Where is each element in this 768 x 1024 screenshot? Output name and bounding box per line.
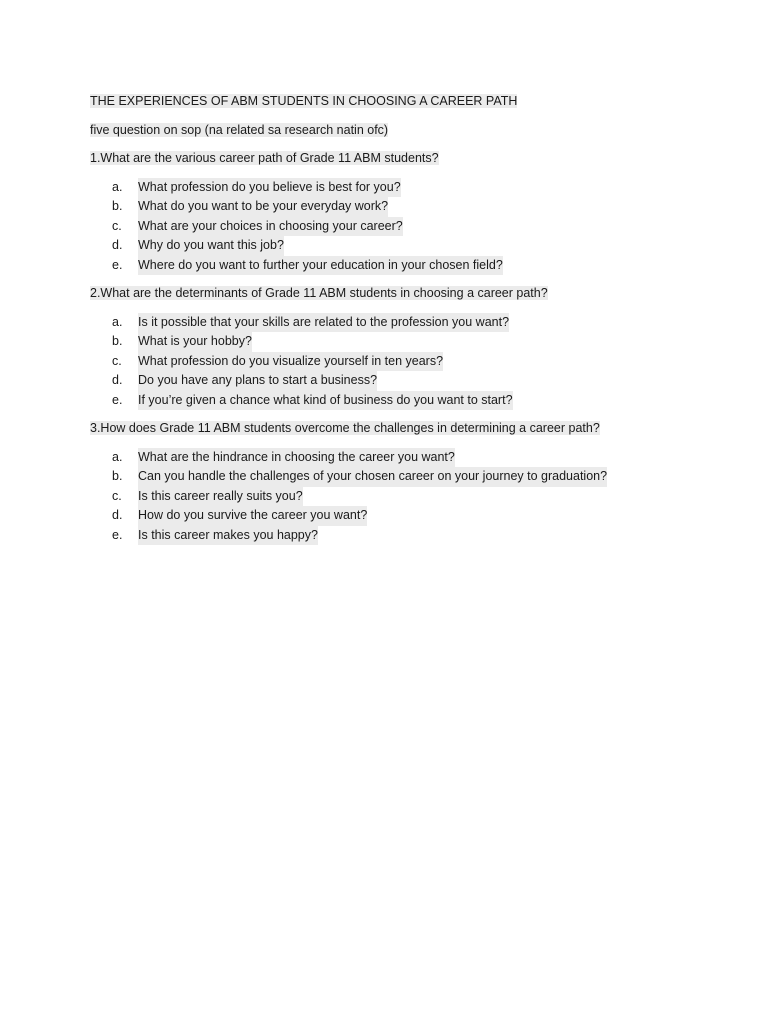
- list-item-text: What is your hobby?: [138, 332, 252, 352]
- list-item-text: What do you want to be your everyday work?: [138, 197, 388, 217]
- document-title-text: THE EXPERIENCES OF ABM STUDENTS IN CHOOSING A CAREER PATH: [90, 94, 518, 108]
- list-item-text: What are your choices in choosing your career?: [138, 217, 403, 237]
- section-3: [90, 419, 730, 545]
- list-item-text: If you’re given a chance what kind of business do you want to start?: [138, 391, 513, 411]
- list-item-letter: e.: [112, 257, 123, 272]
- question-3-text: 3.How does Grade 11 ABM students overcome the challenges in determining a career path?: [90, 421, 600, 435]
- document-subtitle: [90, 121, 730, 141]
- list-item-text: How do you survive the career you want?: [138, 506, 367, 526]
- list-item-text: What profession do you believe is best for you?: [138, 178, 401, 198]
- list-item: [90, 526, 730, 546]
- list-item-letter: d.: [112, 373, 123, 387]
- list-item: [90, 178, 730, 198]
- list-item: [90, 197, 730, 217]
- question-1: [90, 149, 730, 169]
- document-subtitle-text: five question on sop (na related sa research natin ofc): [90, 122, 389, 137]
- list-item: [90, 487, 730, 507]
- document-title: [90, 92, 730, 112]
- list-item-text: Is this career makes you happy?: [138, 526, 318, 546]
- list-item-letter: e.: [112, 392, 123, 407]
- list-item-letter: d.: [112, 508, 123, 522]
- list-item-letter: d.: [112, 238, 123, 252]
- list-item-text: What profession do you visualize yourself in ten years?: [138, 352, 443, 372]
- list-item-text: Is this career really suits you?: [138, 487, 303, 507]
- list-item-letter: a.: [112, 314, 123, 329]
- list-item: [90, 256, 730, 276]
- list-item: [90, 313, 730, 333]
- list-item: [90, 506, 730, 526]
- list-item-letter: c.: [112, 353, 122, 368]
- list-item: [90, 467, 730, 487]
- question-2-list: [90, 313, 730, 411]
- list-item-text: Can you handle the challenges of your chosen career on your journey to graduation?: [138, 467, 607, 487]
- question-3-list: [90, 448, 730, 546]
- list-item-letter: c.: [112, 218, 122, 233]
- document-page: [90, 92, 730, 554]
- list-item: [90, 371, 730, 391]
- list-item: [90, 448, 730, 468]
- list-item: [90, 217, 730, 237]
- question-1-text: 1.What are the various career path of Grade 11 ABM students?: [90, 151, 439, 165]
- question-2-text: 2.What are the determinants of Grade 11 ABM students in choosing a career path?: [90, 286, 548, 300]
- list-item: [90, 236, 730, 256]
- list-item-letter: a.: [112, 449, 123, 464]
- list-item-text: Is it possible that your skills are related to the profession you want?: [138, 313, 509, 333]
- section-2: [90, 284, 730, 410]
- list-item-letter: e.: [112, 527, 123, 542]
- list-item-letter: a.: [112, 179, 123, 194]
- question-3: [90, 419, 730, 439]
- question-2: [90, 284, 730, 304]
- list-item-text: Why do you want this job?: [138, 236, 284, 256]
- list-item-letter: b.: [112, 334, 123, 348]
- list-item: [90, 391, 730, 411]
- list-item-text: Where do you want to further your education in your chosen field?: [138, 256, 503, 276]
- section-1: [90, 149, 730, 275]
- list-item-letter: b.: [112, 469, 123, 483]
- list-item: [90, 352, 730, 372]
- question-1-list: [90, 178, 730, 276]
- list-item-letter: b.: [112, 199, 123, 213]
- list-item-letter: c.: [112, 488, 122, 503]
- list-item: [90, 332, 730, 352]
- list-item-text: What are the hindrance in choosing the career you want?: [138, 448, 455, 468]
- list-item-text: Do you have any plans to start a business?: [138, 371, 377, 391]
